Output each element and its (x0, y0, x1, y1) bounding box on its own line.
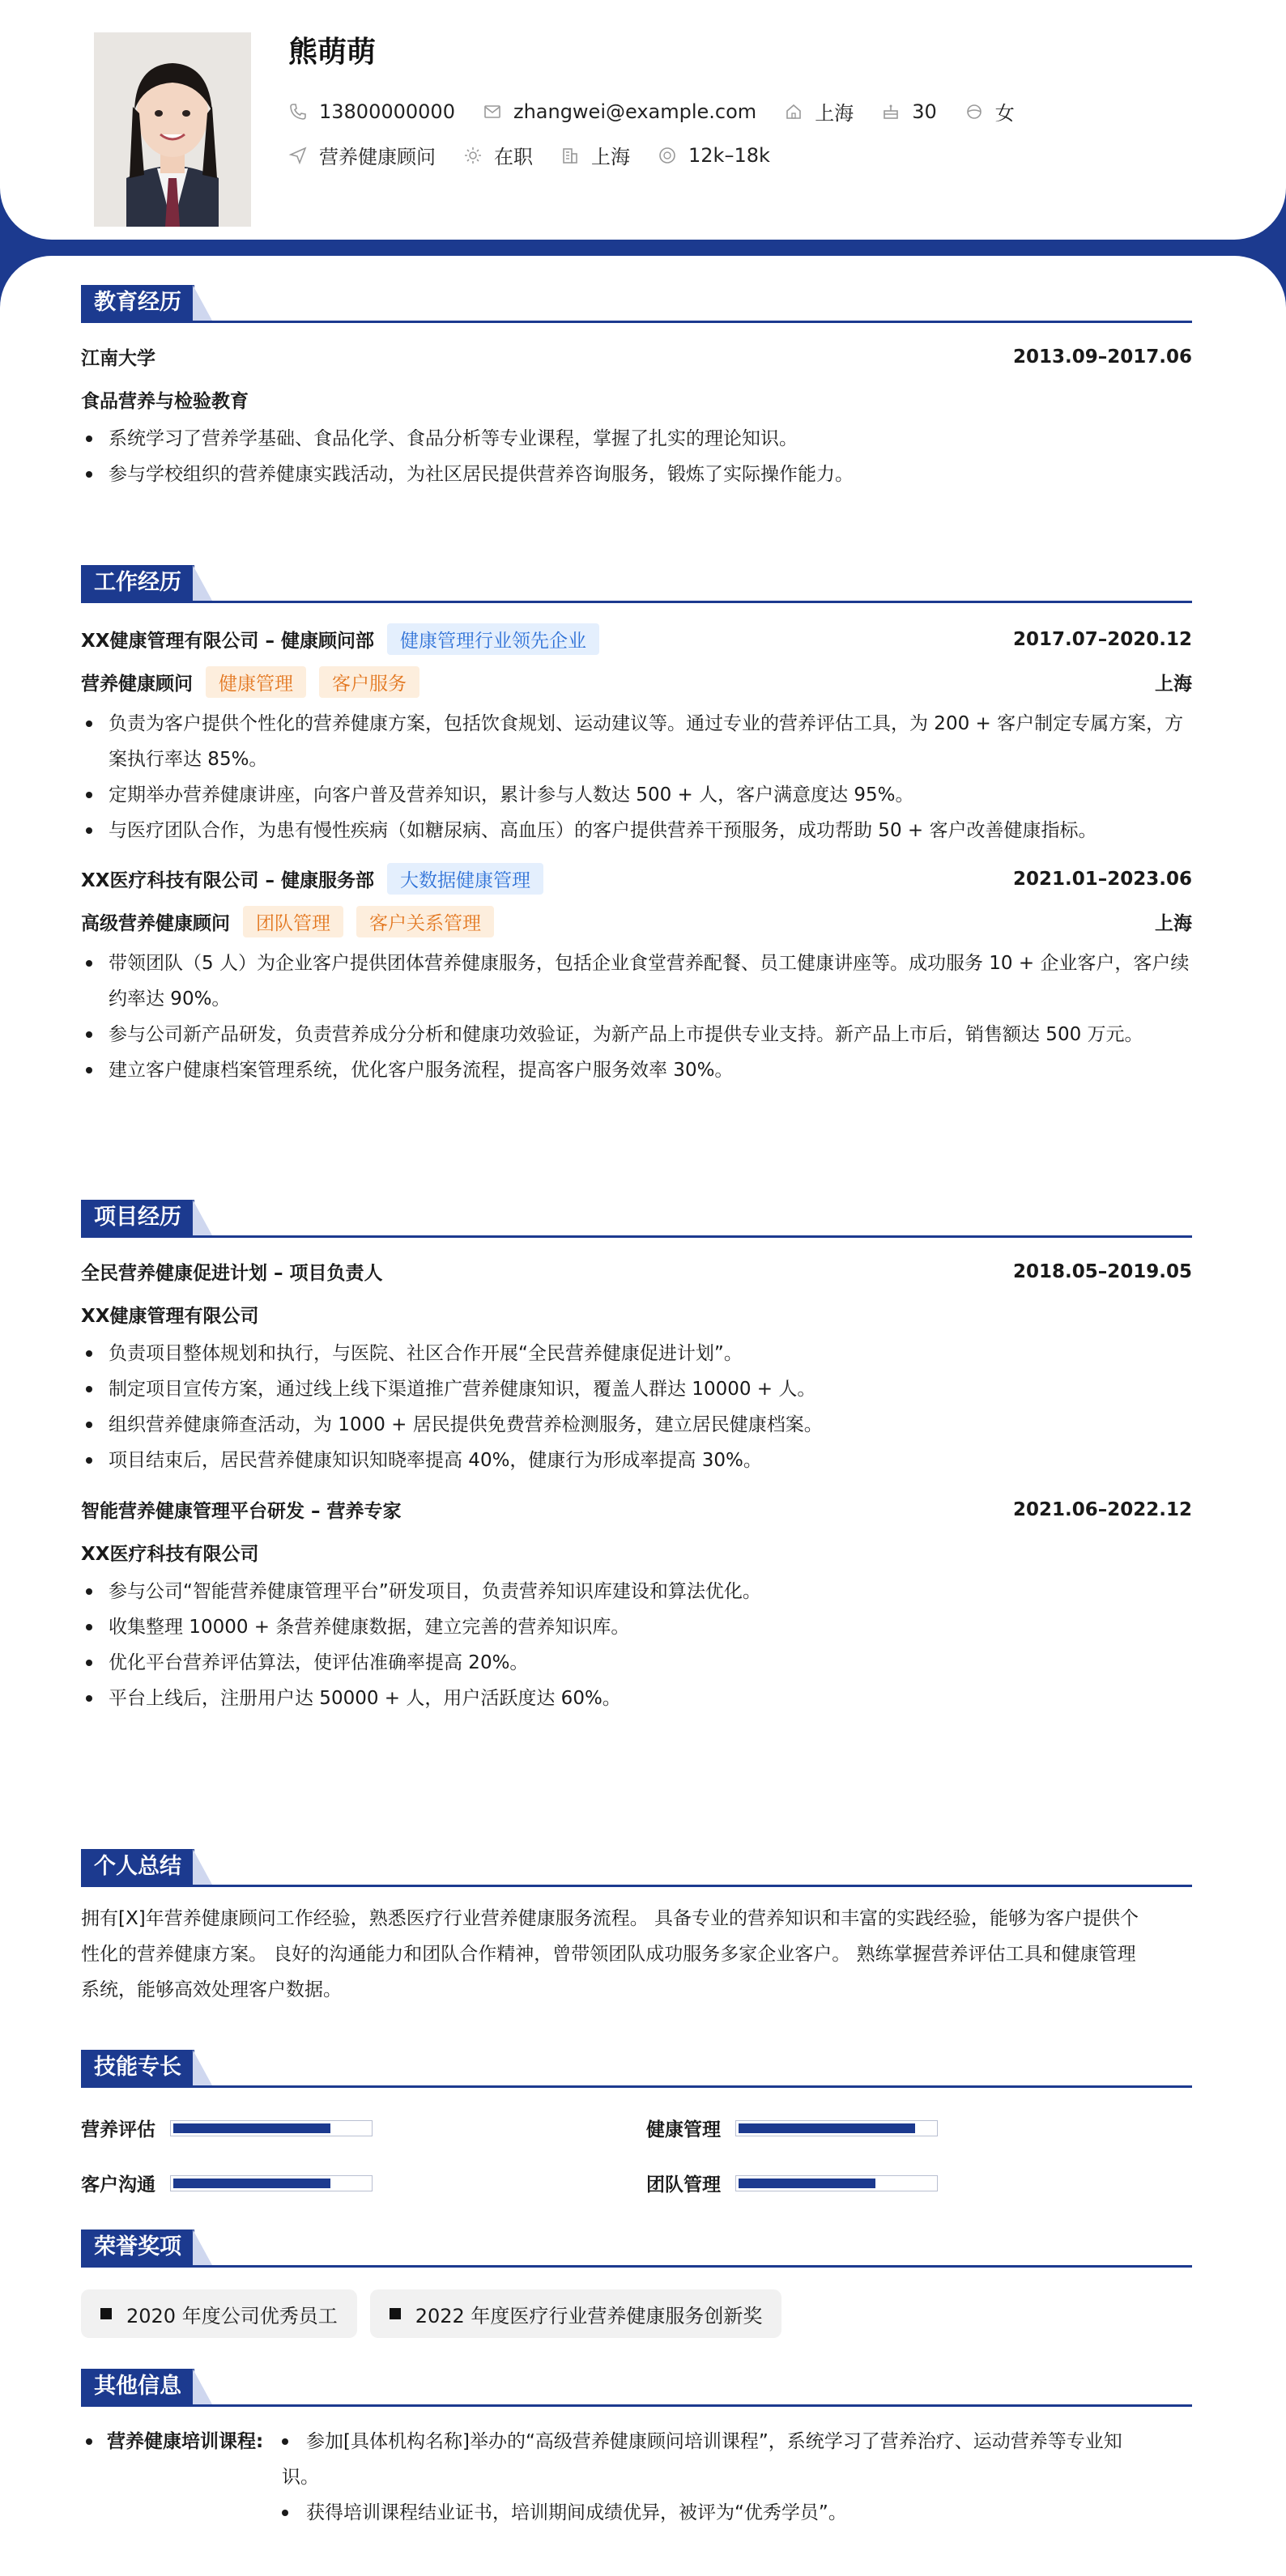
send-icon (288, 146, 308, 165)
other-section (81, 2369, 1192, 2537)
major-name: 食品营养与检验教育 (81, 391, 249, 412)
list-item: 负责项目整体规划和执行，与医院、社区合作开展“全民营养健康促进计划”。 (81, 1336, 1192, 1371)
job-role: 高级营养健康顾问 (81, 913, 230, 934)
skill-bar (170, 2120, 373, 2136)
project-period: 2021.06–2022.12 (1012, 1498, 1192, 1520)
company-name: XX健康管理有限公司 – 健康顾问部 (81, 631, 374, 652)
skill-name: 客户沟通 (81, 2174, 155, 2196)
contact-row (288, 97, 1042, 125)
salary-info (658, 144, 770, 167)
bullet-dot (282, 2510, 288, 2516)
list-item: 平台上线后，注册用户达 50000 + 人，用户活跃度达 60%。 (81, 1681, 1192, 1716)
section-title-skills: 技能专长 (81, 2050, 1192, 2087)
company-tag: 大数据健康管理 (387, 863, 543, 895)
list-item: 参与学校组织的营养健康实践活动，为社区居民提供营养咨询服务，锻炼了实际操作能力。 (81, 457, 1192, 492)
project-period: 2018.05–2019.05 (1012, 1260, 1192, 1282)
project-header (81, 1258, 1192, 1285)
training-item-2: 获得培训课程结业证书，培训期间成绩优异，被评为“优秀学员”。 (306, 2502, 847, 2523)
skills-grid (81, 2087, 1192, 2208)
mail-icon (483, 102, 502, 121)
coin-icon (658, 146, 677, 165)
list-item: 优化平台营养评估算法，使评估准确率提高 20%。 (81, 1645, 1192, 1681)
salary-text: 12k–18k (688, 143, 770, 167)
section-title-awards: 荣誉奖项 (81, 2230, 1192, 2267)
training-info (81, 2424, 1192, 2537)
skill-bar-fill (173, 2179, 330, 2188)
gender-icon (964, 102, 984, 121)
project-org: XX健康管理有限公司 (81, 1306, 259, 1327)
project-org: XX医疗科技有限公司 (81, 1544, 259, 1565)
company-tag: 健康管理行业领先企业 (387, 623, 599, 655)
awards-list (81, 2289, 1192, 2338)
square-bullet-icon (100, 2308, 112, 2319)
list-item: 定期举办营养健康讲座，向客户普及营养知识，累计参与人数达 500 + 人，客户满意度达 95%。 (81, 777, 1192, 813)
skill-name: 团队管理 (646, 2174, 721, 2196)
education-header (81, 343, 1192, 370)
summary-text: 拥有[X]年营养健康顾问工作经验，熟悉医疗行业营养健康服务流程。 具备专业的营养知识和丰富的实践经验，能够为客户提供个 性化的营养健康方案。 良好的沟通能力和团队合作精神，曾带领团队成功服务多家企业客户。 熟练掌握营养评估工具和健康管理 系统，能够高效处理客户数据。 (81, 1908, 1139, 2000)
project-name: 智能营养健康管理平台研发 – 营养专家 (81, 1501, 402, 1522)
building-icon (560, 146, 580, 165)
resume-body (0, 256, 1286, 2576)
project-name: 全民营养健康促进计划 – 项目负责人 (81, 1263, 383, 1284)
avatar-photo (94, 32, 251, 227)
section-title-work: 工作经历 (81, 565, 1192, 602)
list-item: 带领团队（5 人）为企业客户提供团体营养健康服务，包括企业食堂营养配餐、员工健康讲座等。成功服务 10 + 企业客户，客户续约率达 90%。 (81, 946, 1192, 1017)
education-section (81, 285, 1192, 492)
section-title-education: 教育经历 (81, 285, 1192, 322)
award-item: 2022 年度医疗行业营养健康服务创新奖 (370, 2289, 782, 2338)
email-text: zhangwei@example.com (513, 100, 757, 123)
candidate-name: 熊萌萌 (288, 36, 377, 69)
gear-icon (463, 146, 483, 165)
skill-tag: 客户关系管理 (356, 906, 494, 937)
list-item: 参与公司“智能营养健康管理平台”研发项目，负责营养知识库建设和算法优化。 (81, 1574, 1192, 1609)
position-text: 营养健康顾问 (319, 146, 436, 168)
work-section (81, 565, 1192, 1088)
skill-bar-fill (173, 2123, 330, 2133)
job-header (81, 623, 1192, 655)
email-info (483, 100, 756, 123)
skill-item (646, 2115, 938, 2141)
work-city-info (560, 141, 630, 169)
list-item: 制定项目宣传方案，通过线上线下渠道推广营养健康知识，覆盖人群达 10000 + 人。 (81, 1371, 1192, 1407)
list-item: 与医疗团队合作，为患有慢性疾病（如糖尿病、高血压）的客户提供营养干预服务，成功帮助 50 + 客户改善健康指标。 (81, 813, 1192, 848)
age-text: 30 (912, 100, 937, 123)
job-role-row (81, 906, 1192, 937)
list-item: 建立客户健康档案管理系统，优化客户服务流程，提高客户服务效率 30%。 (81, 1052, 1192, 1088)
position-info (288, 141, 436, 169)
job-bullets (81, 706, 1192, 848)
skill-bar (735, 2120, 938, 2136)
cake-icon (881, 102, 901, 121)
job-period: 2021.01–2023.06 (1012, 868, 1192, 890)
skills-section (81, 2050, 1192, 2208)
project-bullets (81, 1336, 1192, 1478)
skill-item (646, 2170, 938, 2196)
work-city-text: 上海 (591, 146, 630, 168)
skill-name: 健康管理 (646, 2119, 721, 2140)
age-info (881, 100, 937, 123)
list-item: 系统学习了营养学基础、食品化学、食品分析等专业课程，掌握了扎实的理论知识。 (81, 421, 1192, 457)
school-name: 江南大学 (81, 348, 155, 369)
skill-tag: 团队管理 (243, 906, 343, 937)
phone-icon (288, 102, 308, 121)
skill-tag: 健康管理 (206, 666, 306, 698)
city-text: 上海 (815, 102, 854, 125)
skill-tag: 客户服务 (319, 666, 419, 698)
skill-item (81, 2170, 373, 2196)
job-location: 上海 (1155, 674, 1192, 695)
list-item: 负责为客户提供个性化的营养健康方案，包括饮食规划、运动建议等。通过专业的营养评估工具，为 200 + 客户制定专属方案，方案执行率达 85%。 (81, 706, 1192, 777)
education-bullets (81, 421, 1192, 492)
square-bullet-icon (390, 2308, 401, 2319)
company-name: XX医疗科技有限公司 – 健康服务部 (81, 870, 374, 891)
list-item: 参与公司新产品研发，负责营养成分分析和健康功效验证，为新产品上市提供专业支持。新产品上市后，销售额达 500 万元。 (81, 1017, 1192, 1052)
projects-section (81, 1200, 1192, 1716)
awards-section (81, 2230, 1192, 2338)
status-info (463, 141, 533, 169)
job-location: 上海 (1155, 913, 1192, 934)
job-period: 2017.07–2020.12 (1012, 628, 1192, 650)
list-item: 组织营养健康筛查活动，为 1000 + 居民提供免费营养检测服务，建立居民健康档案。 (81, 1407, 1192, 1443)
section-title-other: 其他信息 (81, 2369, 1192, 2406)
skill-bar-fill (739, 2179, 875, 2188)
home-icon (784, 102, 803, 121)
bullet-dot (86, 2438, 92, 2445)
skill-bar (170, 2175, 373, 2191)
job-bullets (81, 946, 1192, 1088)
resume-header (0, 0, 1286, 240)
bullet-dot (282, 2438, 288, 2445)
section-title-summary: 个人总结 (81, 1849, 1192, 1886)
job-role-row (81, 666, 1192, 698)
award-item: 2020 年度公司优秀员工 (81, 2289, 357, 2338)
project-header (81, 1496, 1192, 1523)
summary-section (81, 1849, 1192, 2008)
section-title-projects: 项目经历 (81, 1200, 1192, 1237)
education-period: 2013.09–2017.06 (1012, 346, 1192, 368)
skill-item (81, 2115, 373, 2141)
list-item: 收集整理 10000 + 条营养健康数据，建立完善的营养知识库。 (81, 1609, 1192, 1645)
skill-name: 营养评估 (81, 2119, 155, 2140)
gender-info (964, 97, 1015, 125)
job-intent-row (288, 141, 798, 169)
phone-info (288, 100, 455, 123)
status-text: 在职 (494, 146, 533, 168)
skill-bar (735, 2175, 938, 2191)
job-role: 营养健康顾问 (81, 674, 193, 695)
list-item: 项目结束后，居民营养健康知识知晓率提高 40%，健康行为形成率提高 30%。 (81, 1443, 1192, 1478)
training-label: 营养健康培训课程: (107, 2431, 264, 2452)
project-bullets (81, 1574, 1192, 1716)
training-item-1: 参加[具体机构名称]举办的“高级营养健康顾问培训课程”，系统学习了营养治疗、运动营养等专业知 识。 (282, 2431, 1122, 2488)
skill-bar-fill (739, 2123, 915, 2133)
gender-text: 女 (994, 102, 1015, 125)
city-info (784, 97, 854, 125)
job-header (81, 863, 1192, 895)
phone-text: 13800000000 (319, 100, 455, 123)
